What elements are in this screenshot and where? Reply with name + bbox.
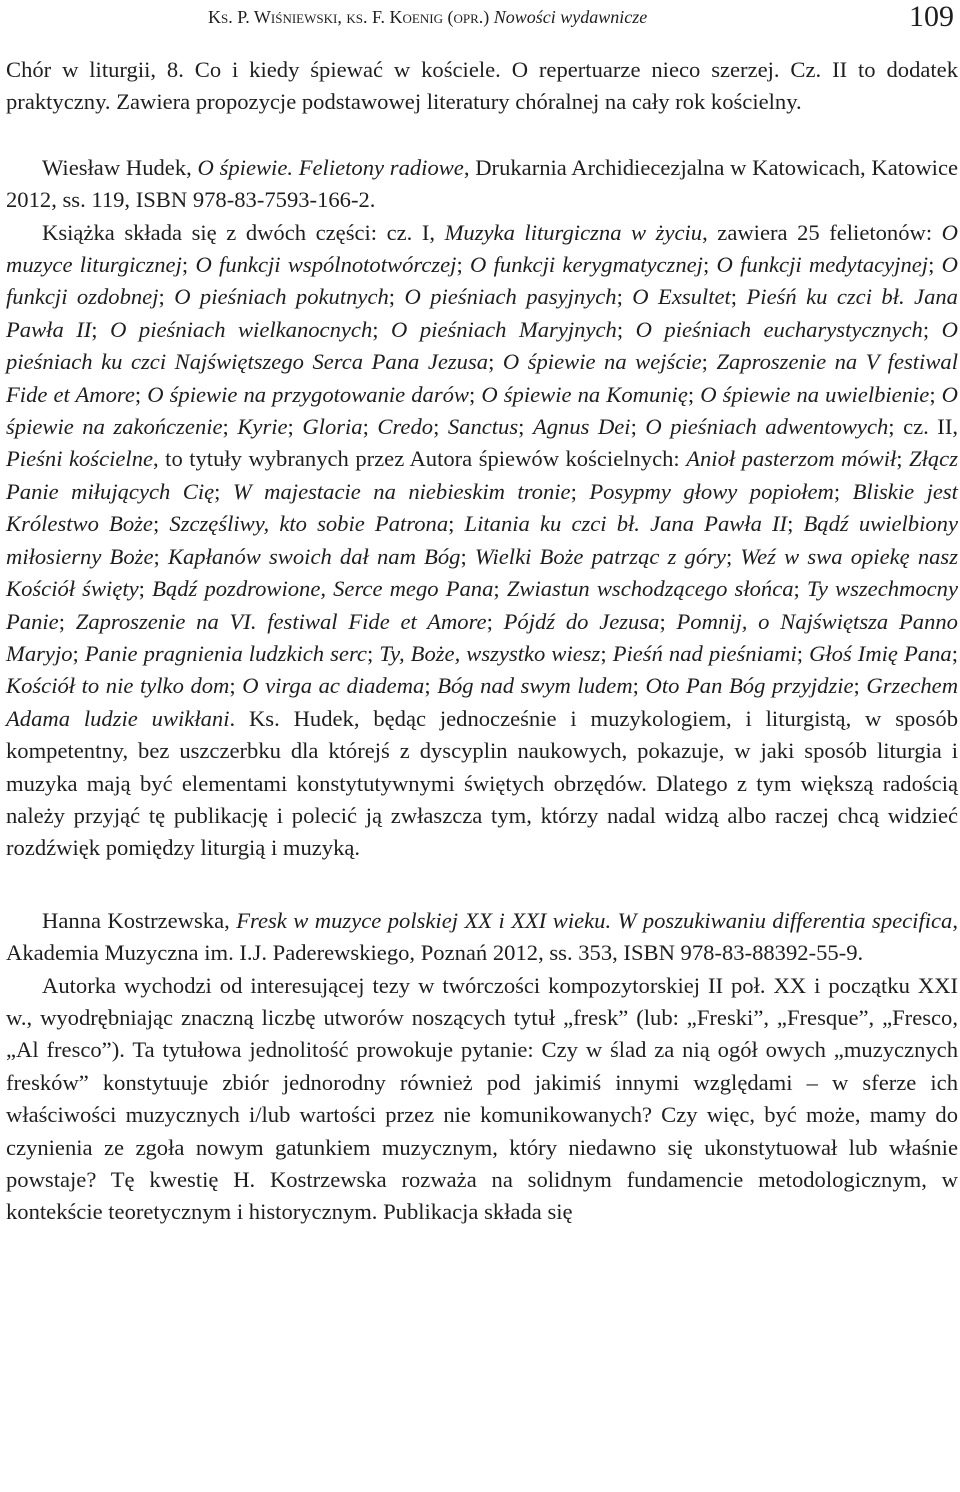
italic-title: O pieśniach eucharystycznych (635, 316, 923, 342)
review-text: ; (91, 316, 111, 342)
review-text: , to tytuły wybranych przez Autora śpiewów kościelnych: (153, 446, 687, 472)
header-section: Nowości wydawnicze (493, 7, 648, 27)
italic-title: Kyrie (237, 414, 288, 440)
review-text: ; (570, 478, 590, 504)
italic-title: Wielki Boże patrząc z góry (474, 543, 726, 569)
entry-title: O śpiewie. Felietony radiowe (197, 154, 464, 180)
italic-title: Głoś Imię Pana (809, 640, 952, 666)
italic-title: Pieśni kościelne (6, 446, 154, 472)
italic-title: O virga ac diadema (242, 673, 425, 699)
review-text: ; (460, 543, 475, 569)
review-text: ; (362, 414, 378, 440)
review-text: ; (951, 640, 958, 666)
review-paragraph-kostrzewska: Autorka wychodzi od interesującej tezy w twórczości kompozytorskiej II poł. XX i początku XXI w., wyodrębniając znaczną liczbę utworów noszących tytuł „fresk” (lub: „Freski”, „Fresque”, „Fresco, „Al fresco”). Ta tytułowa jednolitość prowokuje pytanie: Czy w ślad za nią ogół owych „muzycznych fresków” konstytuuje zbiór jednorodny również pod jakimiś innymi względami – w sferze ich właściwości muzycznych i/lub wartości przez nie komunikowanych? Czy więc, być może, mamy do czynienia ze zgoła nowym gatunkiem muzycznym, który niedawno się ukonstytuował lub właśnie powstaje? Tę kwestię H. Kostrzewska rozważa na solidnym fundamencie metodologicznym, w kontekście teoretycznym i historycznym. Publikacja składa się (6, 972, 958, 1225)
entry-publisher: , Drukarnia Archidiecezjalna w Katowicach, Katowice 2012, ss. 119, ISBN 978-83-7593-166-2. (6, 154, 958, 213)
section-spacer (6, 119, 958, 152)
review-text: ; (433, 414, 448, 440)
review-text: ; (448, 511, 465, 537)
review-text: ; (366, 640, 380, 666)
review-text: ; cz. II, (888, 414, 958, 440)
review-text: ; (214, 478, 233, 504)
italic-title: Muzyka liturgiczna w życiu (444, 219, 703, 245)
italic-title: Zaproszenie na V festiwal Fide et Amore (6, 349, 958, 407)
italic-title: Anioł pasterzom mówił (686, 446, 897, 472)
review-text: ; (72, 640, 85, 666)
page-body (6, 54, 958, 1229)
review-text: ; (518, 414, 533, 440)
italic-title: Zaproszenie na VI. festiwal Fide et Amore (75, 608, 487, 634)
italic-title: Grzechem Adama ludzie uwikłani (6, 673, 959, 731)
review-paragraph-hudek (6, 217, 958, 865)
italic-title: Bądź pozdrowione, Serce mego Pana (152, 576, 494, 602)
italic-title: Pieśń nad pieśniami (612, 640, 797, 666)
review-text: ; (138, 576, 153, 602)
review-text: ; (725, 543, 741, 569)
italic-title: O funkcji kerygmatycznej (470, 252, 703, 278)
italic-title: O funkcji medytacyjnej (716, 252, 929, 278)
italic-title: Zwiastun wschodzącego słońca (506, 576, 794, 602)
review-text: ; (687, 381, 701, 407)
italic-title: Litania ku czci bł. Jana Pawła II (464, 511, 788, 537)
review-text: ; (896, 446, 910, 472)
review-text: Książka składa się z dwóch części: cz. I, (42, 219, 445, 245)
italic-title: O pieśniach pokutnych (174, 284, 389, 310)
italic-title: Credo (377, 414, 434, 440)
review-text: ; (616, 316, 636, 342)
italic-title: Ty wszechmocny Panie (6, 576, 959, 634)
running-title (208, 0, 647, 34)
page-number: 109 (909, 0, 954, 33)
italic-title: Złącz Panie miłujących Cię (6, 446, 959, 504)
italic-title: O muzyce liturgicznej (6, 219, 958, 278)
italic-title: Panie pragnienia ludzkich serc (84, 640, 367, 666)
italic-title: O pieśniach Maryjnych (391, 316, 617, 342)
italic-title: Oto Pan Bóg przyjdzie (645, 673, 854, 699)
review-text: ; (632, 673, 646, 699)
review-text: ; (702, 252, 717, 278)
italic-title: O funkcji wspólnototwórczej (195, 252, 457, 278)
review-text: ; (153, 543, 168, 569)
italic-title: Bóg nad swym ludem (437, 673, 633, 699)
running-header (0, 0, 960, 34)
italic-title: Pójdź do Jezusa (503, 608, 660, 634)
italic-title: Szczęśliwy, kto sobie Patrona (169, 511, 449, 537)
review-text: ; (488, 349, 503, 375)
italic-title: Pieśń ku czci bł. Jana Pawła II (6, 284, 958, 342)
review-text: ; (600, 640, 613, 666)
review-text: . Ks. Hudek, będąc jednocześnie i muzykologiem, i liturgistą, w sposób kompetentny, bez uszczerbku dla którejś z dyscyplin naukowych, pokazuje, w jaki sposób liturgia i muzyka mają być elementami konstytutywnymi świętych obrzędów. Dlatego z tym większą radością należy przyjąć tę publikację i polecić ją zwłaszcza tym, którzy nadal widzą albo raczej chcą widzieć rozdźwięk pomiędzy liturgią i muzyką. (6, 705, 958, 861)
entry-title: Fresk w muzyce polskiej XX i XXI wieku. W poszukiwaniu differentia specifica (236, 907, 953, 933)
review-text: ; (730, 284, 747, 310)
review-text: ; (229, 673, 243, 699)
review-text: ; (372, 316, 392, 342)
review-text: ; (659, 608, 677, 634)
book-entry-hudek (6, 152, 958, 217)
italic-title: Kapłanów swoich dał nam Bóg (167, 543, 461, 569)
entry-publisher: , Akademia Muzyczna im. I.J. Paderewskiego, Poznań 2012, ss. 353, ISBN 978-83-88392-55-9. (6, 907, 958, 966)
italic-title: Weź w swa opiekę nasz Kościół święty (6, 543, 959, 602)
italic-title: O pieśniach ku czci Najświętszego Serca Pana Jezusa (6, 316, 958, 375)
italic-title: O śpiewie na wejście (502, 349, 702, 375)
review-text: , zawiera 25 felietonów: (702, 219, 942, 245)
italic-title: O śpiewie na przygotowanie darów (147, 381, 470, 407)
review-text: ; (928, 252, 942, 278)
review-text: ; (787, 511, 804, 537)
review-text: ; (469, 381, 482, 407)
paragraph-continuation: Chór w liturgii, 8. Co i kiedy śpiewać w kościele. O repertuarze nieco szerzej. Cz. II to dodatek praktyczny. Zawiera propozycje podstawowej literatury chóralnej na cały rok kościelny. (6, 57, 958, 115)
review-text: ; (222, 414, 238, 440)
italic-title: O pieśniach pasyjnych (404, 284, 617, 310)
review-text: ; (134, 381, 148, 407)
review-text: ; (922, 316, 942, 342)
italic-title: O śpiewie na Komunię (481, 381, 688, 407)
italic-title: O funkcji ozdobnej (6, 252, 958, 310)
italic-title: Pomnij, o Najświętsza Panno Maryjo (6, 608, 958, 666)
italic-title: Posypmy głowy popiołem (589, 478, 834, 504)
entry-author: Hanna Kostrzewska, (42, 907, 237, 933)
review-text: ; (388, 284, 405, 310)
italic-title: O śpiewie na zakończenie (6, 381, 958, 440)
header-authors: Ks. P. Wiśniewski, ks. F. Koenig (opr.) (208, 7, 490, 27)
review-text: ; (152, 511, 170, 537)
italic-title: O Exsultet (632, 284, 731, 310)
italic-title: O pieśniach adwentowych (645, 414, 889, 440)
italic-title: Kościół to nie tylko dom (6, 673, 230, 699)
review-text: ; (493, 576, 507, 602)
italic-title: Bliskie jest Królestwo Boże (6, 478, 958, 537)
review-text: ; (796, 640, 810, 666)
review-text: ; (853, 673, 867, 699)
entry-author: Wiesław Hudek, (42, 154, 198, 180)
review-text: ; (929, 381, 942, 407)
review-text: ; (158, 284, 175, 310)
section-spacer (6, 865, 958, 905)
review-text: ; (58, 608, 76, 634)
review-text: ; (616, 284, 633, 310)
italic-title: O pieśniach wielkanocnych (110, 316, 373, 342)
italic-title: W majestacie na niebieskim tronie (232, 478, 571, 504)
italic-title: Bądź uwielbiony miłosierny Boże (6, 511, 958, 569)
review-text: ; (833, 478, 853, 504)
book-entry-kostrzewska (6, 905, 958, 970)
italic-title: Gloria (302, 414, 363, 440)
review-text: ; (630, 414, 646, 440)
review-text: ; (181, 252, 196, 278)
italic-title: Sanctus (447, 414, 519, 440)
review-text: ; (456, 252, 471, 278)
italic-title: Agnus Dei (532, 414, 631, 440)
italic-title: Ty, Boże, wszystko wiesz (379, 640, 601, 666)
review-text: ; (424, 673, 438, 699)
review-text: ; (287, 414, 303, 440)
review-text: ; (486, 608, 504, 634)
review-text: ; (701, 349, 717, 375)
italic-title: O śpiewie na uwielbienie (700, 381, 930, 407)
review-text: ; (793, 576, 807, 602)
